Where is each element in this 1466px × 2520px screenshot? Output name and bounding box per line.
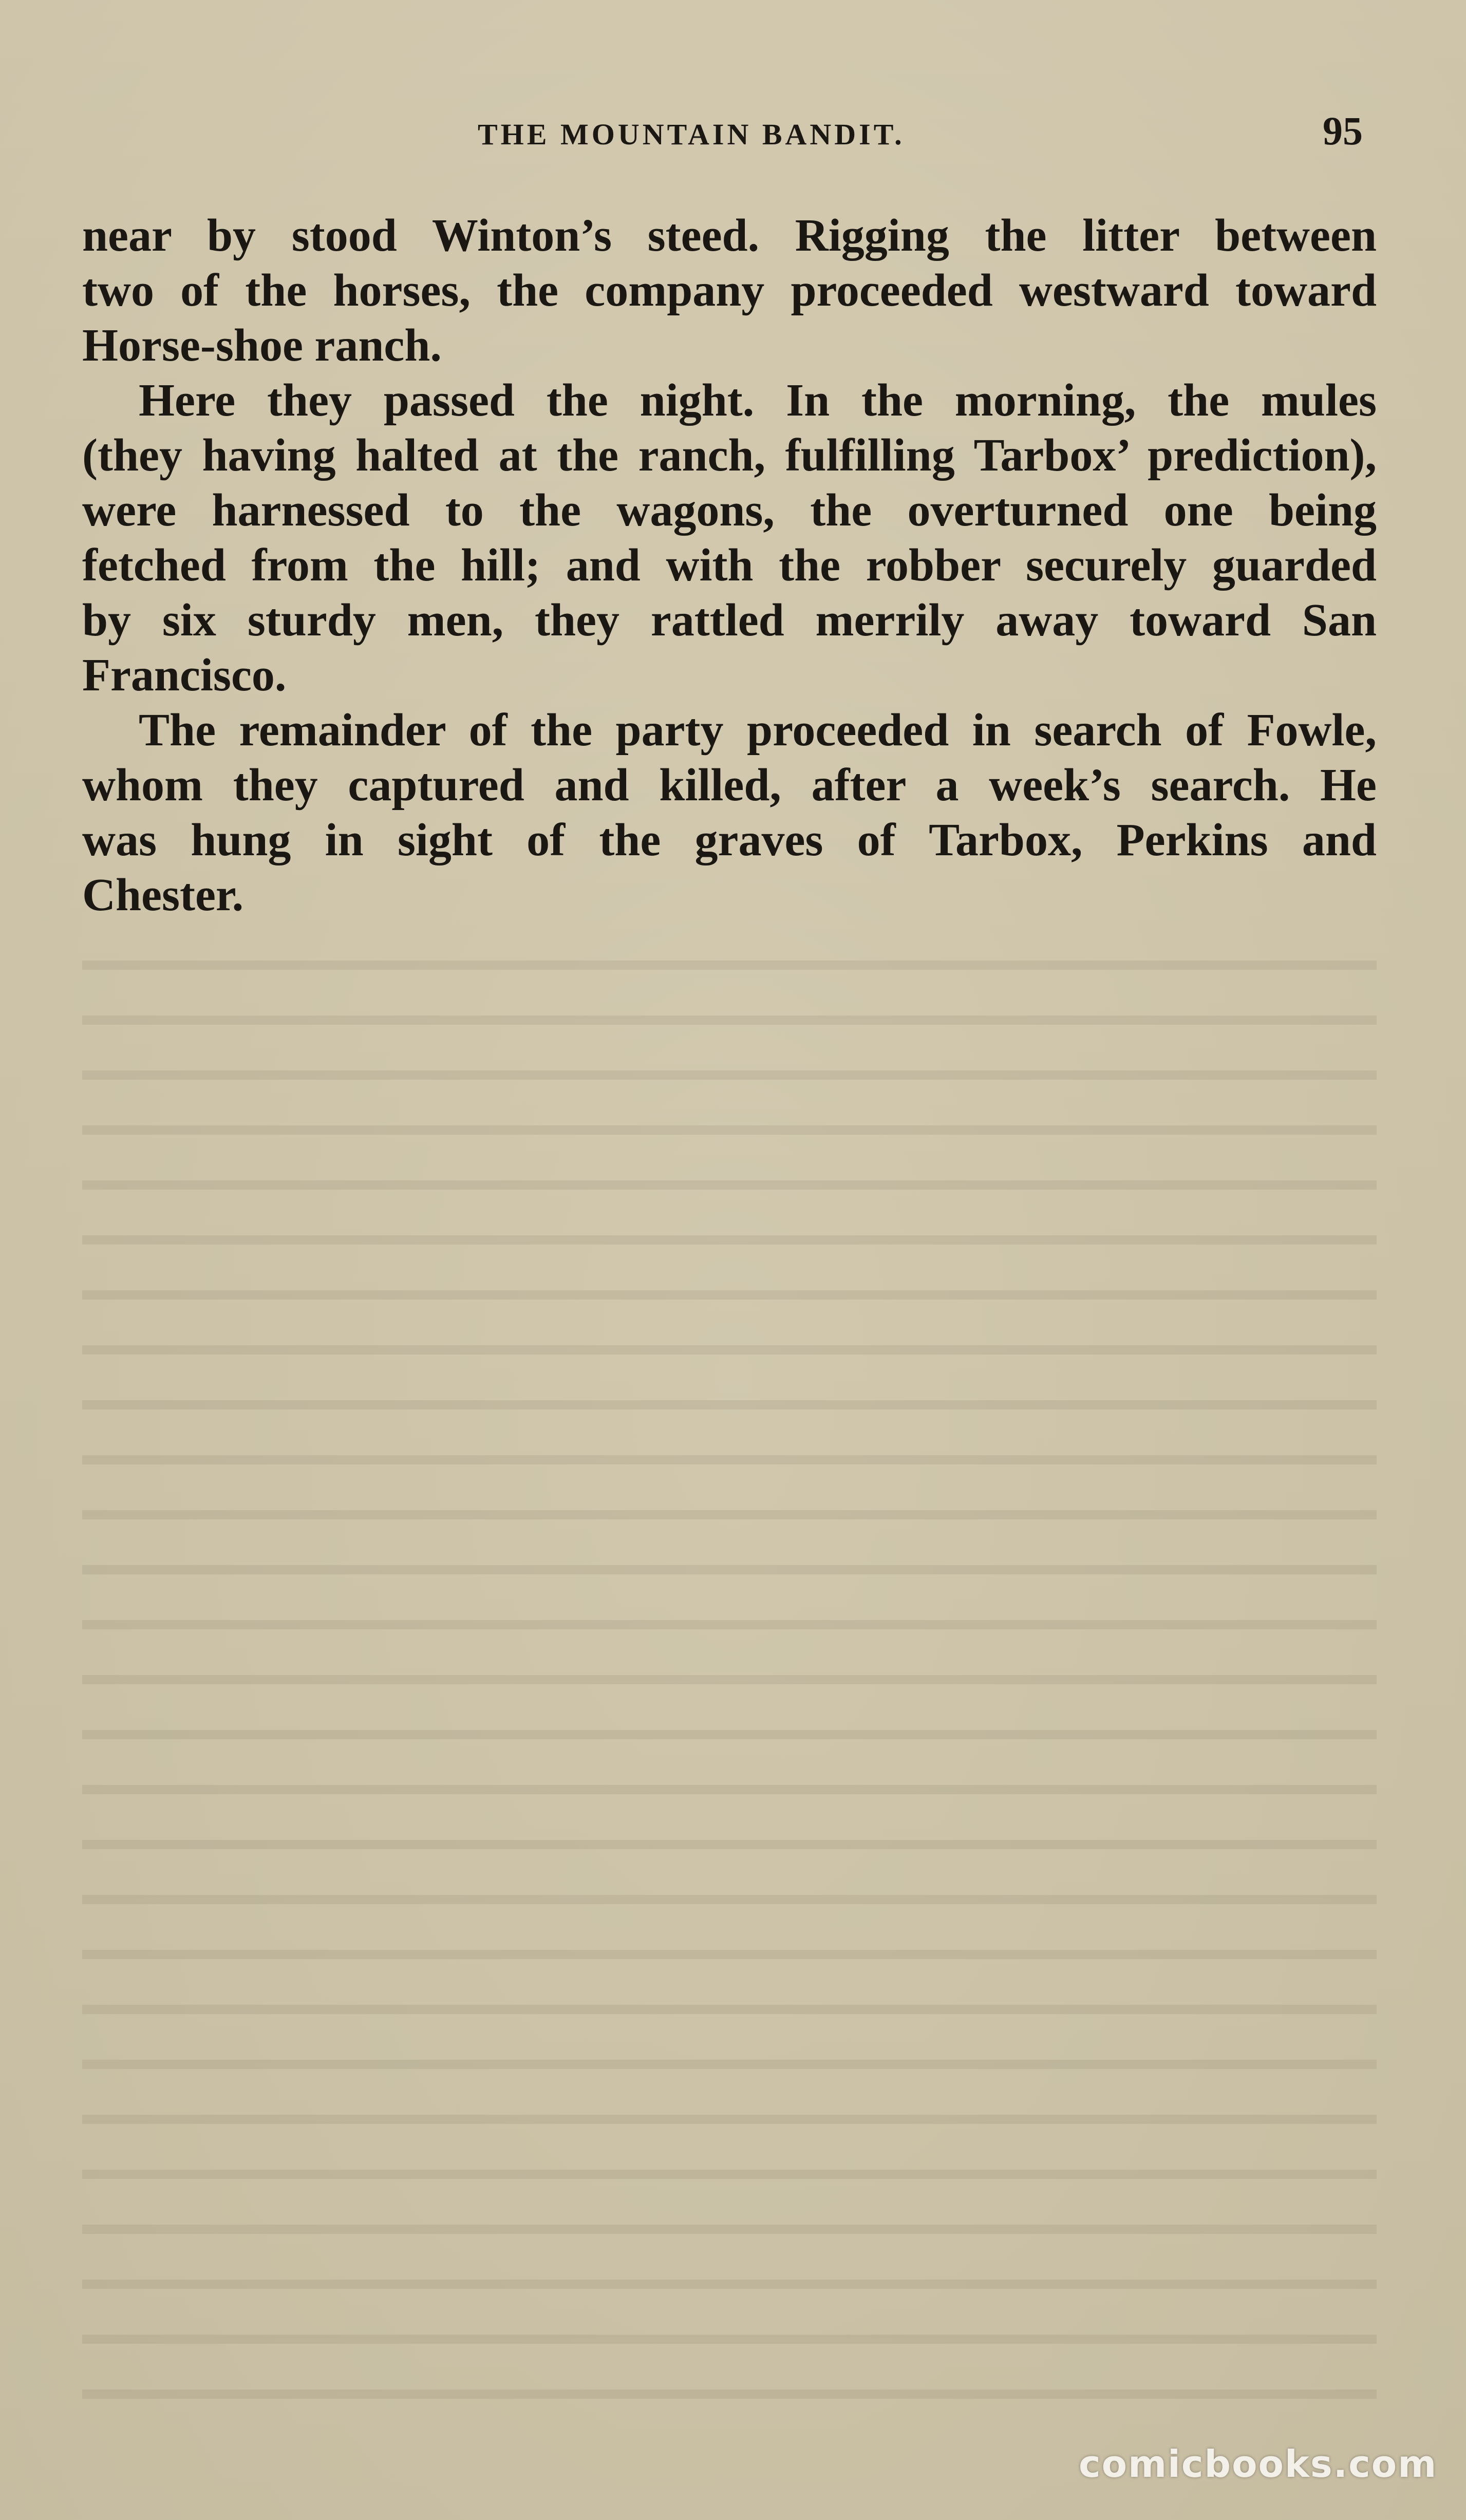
text-line: Horse-shoe ranch. <box>82 320 442 371</box>
reverse-side-show-through <box>82 925 1377 2414</box>
text-line: by six sturdy men, they rattled merrily away toward San <box>82 595 1377 646</box>
text-line: Chester. <box>82 870 244 920</box>
watermark: comicbooks.com <box>1079 2442 1438 2486</box>
text-line: fetched from the hill; and with the robber securely guarded <box>82 540 1377 591</box>
text-line: (they having halted at the ranch, fulfilling Tarbox’ prediction), <box>82 430 1377 481</box>
text-line: were harnessed to the wagons, the overturned one being <box>82 485 1377 536</box>
paragraph <box>82 373 1377 703</box>
page-number: 95 <box>1323 108 1363 153</box>
text-line: near by stood Winton’s steed. Rigging the litter between <box>82 210 1377 261</box>
text-line: Francisco. <box>82 650 287 701</box>
running-head <box>0 103 1466 164</box>
paragraph <box>82 208 1377 373</box>
text-line: was hung in sight of the graves of Tarbox, Perkins and <box>82 815 1377 866</box>
paragraph <box>82 703 1377 923</box>
text-line: The remainder of the party proceeded in search of Fowle, <box>139 705 1377 756</box>
running-title: THE MOUNTAIN BANDIT. <box>478 118 905 151</box>
text-line: whom they captured and killed, after a week’s search. He <box>82 760 1377 811</box>
body-text <box>82 208 1377 923</box>
text-line: two of the horses, the company proceeded westward toward <box>82 265 1377 316</box>
text-line: Here they passed the night. In the morning, the mules <box>139 375 1377 426</box>
